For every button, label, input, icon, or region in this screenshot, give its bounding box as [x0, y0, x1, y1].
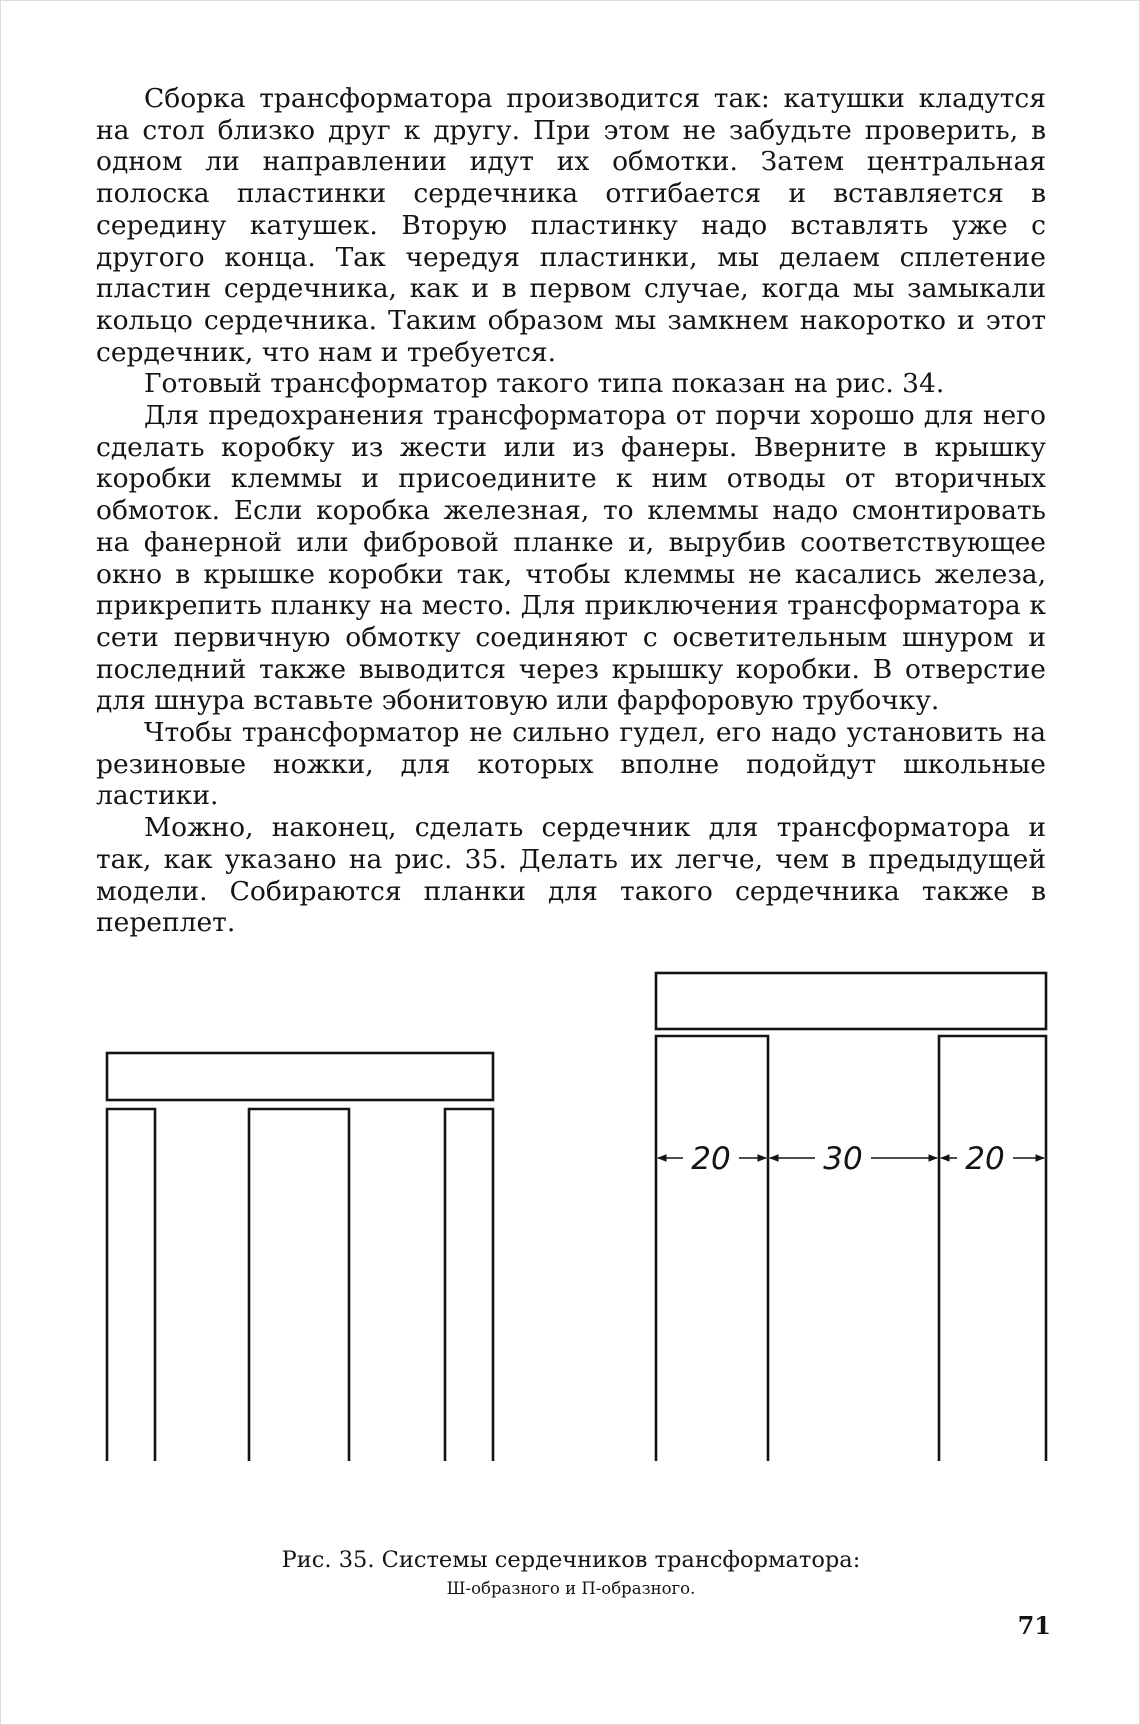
figure-caption	[1, 1545, 1140, 1603]
u-core-yoke-plate	[656, 973, 1046, 1029]
caption-subtitle: Ш-образного и П-образного.	[446, 1579, 696, 1598]
figure-35	[1, 961, 1140, 1461]
paragraph-assembly: Сборка трансформатора производится так: катушки кладутся на стол близко друг к другу. При этом не забудьте проверить, в одном ли направлении идут их обмотки. Затем центральная полоска пластинки сердечника отгибается и вставляется в середину катушек. Вторую пластинку надо вставлять уже с другого конца. Так чередуя пластинки, мы делаем сплетение пластин сердечника, как и в первом случае, когда мы замыкали кольцо сердечника. Таким образом мы замкнем накоротко и этот сердечник, что нам и требуется.	[96, 83, 1046, 368]
core-diagrams	[1, 961, 1140, 1461]
e-core-yoke-plate	[107, 1053, 493, 1100]
caption-title: Рис. 35. Системы сердечников трансформатора:	[281, 1547, 861, 1573]
paragraph-ready-transformer: Готовый трансформатор такого типа показан на рис. 34.	[144, 368, 945, 400]
u-core-body	[656, 1036, 1046, 1461]
u-core-drawing	[656, 973, 1046, 1461]
body-text	[96, 83, 1046, 939]
paragraph-alternative-core: Можно, наконец, сделать сердечник для трансформатора и так, как указано на рис. 35. Делать их легче, чем в предыдущей модели. Собираются планки для такого сердечника также в переплет.	[96, 812, 1046, 939]
paragraph-rubber-feet: Чтобы трансформатор не сильно гудел, его надо установить на резиновые ножки, для которых вполне подойдут школьные ластики.	[96, 717, 1046, 812]
paragraph-protective-box: Для предохранения трансформатора от порчи хорошо для него сделать коробку из жести или из фанеры. Вверните в крышку коробки клеммы и присоедините к ним отводы от вторичных обмоток. Если коробка железная, то клеммы надо смонтировать на фанерной или фибровой планке и, вырубив соответствующее окно в крышке коробки так, чтобы клеммы не касались железа, прикрепить планку на место. Для приключения трансформатора к сети первичную обмотку соединяют с осветительным шнуром и последний также выводится через крышку коробки. В отверстие для шнура вставьте эбонитовую или фарфоровую трубочку.	[96, 400, 1046, 717]
dimension-label-right-leg: 20	[965, 1141, 1005, 1177]
e-core-body	[107, 1109, 493, 1461]
e-core-drawing	[107, 1053, 493, 1461]
dimension-label-left-leg: 20	[691, 1141, 731, 1177]
page-number: 71	[1017, 1611, 1051, 1640]
dimension-label-window: 30	[823, 1141, 863, 1177]
